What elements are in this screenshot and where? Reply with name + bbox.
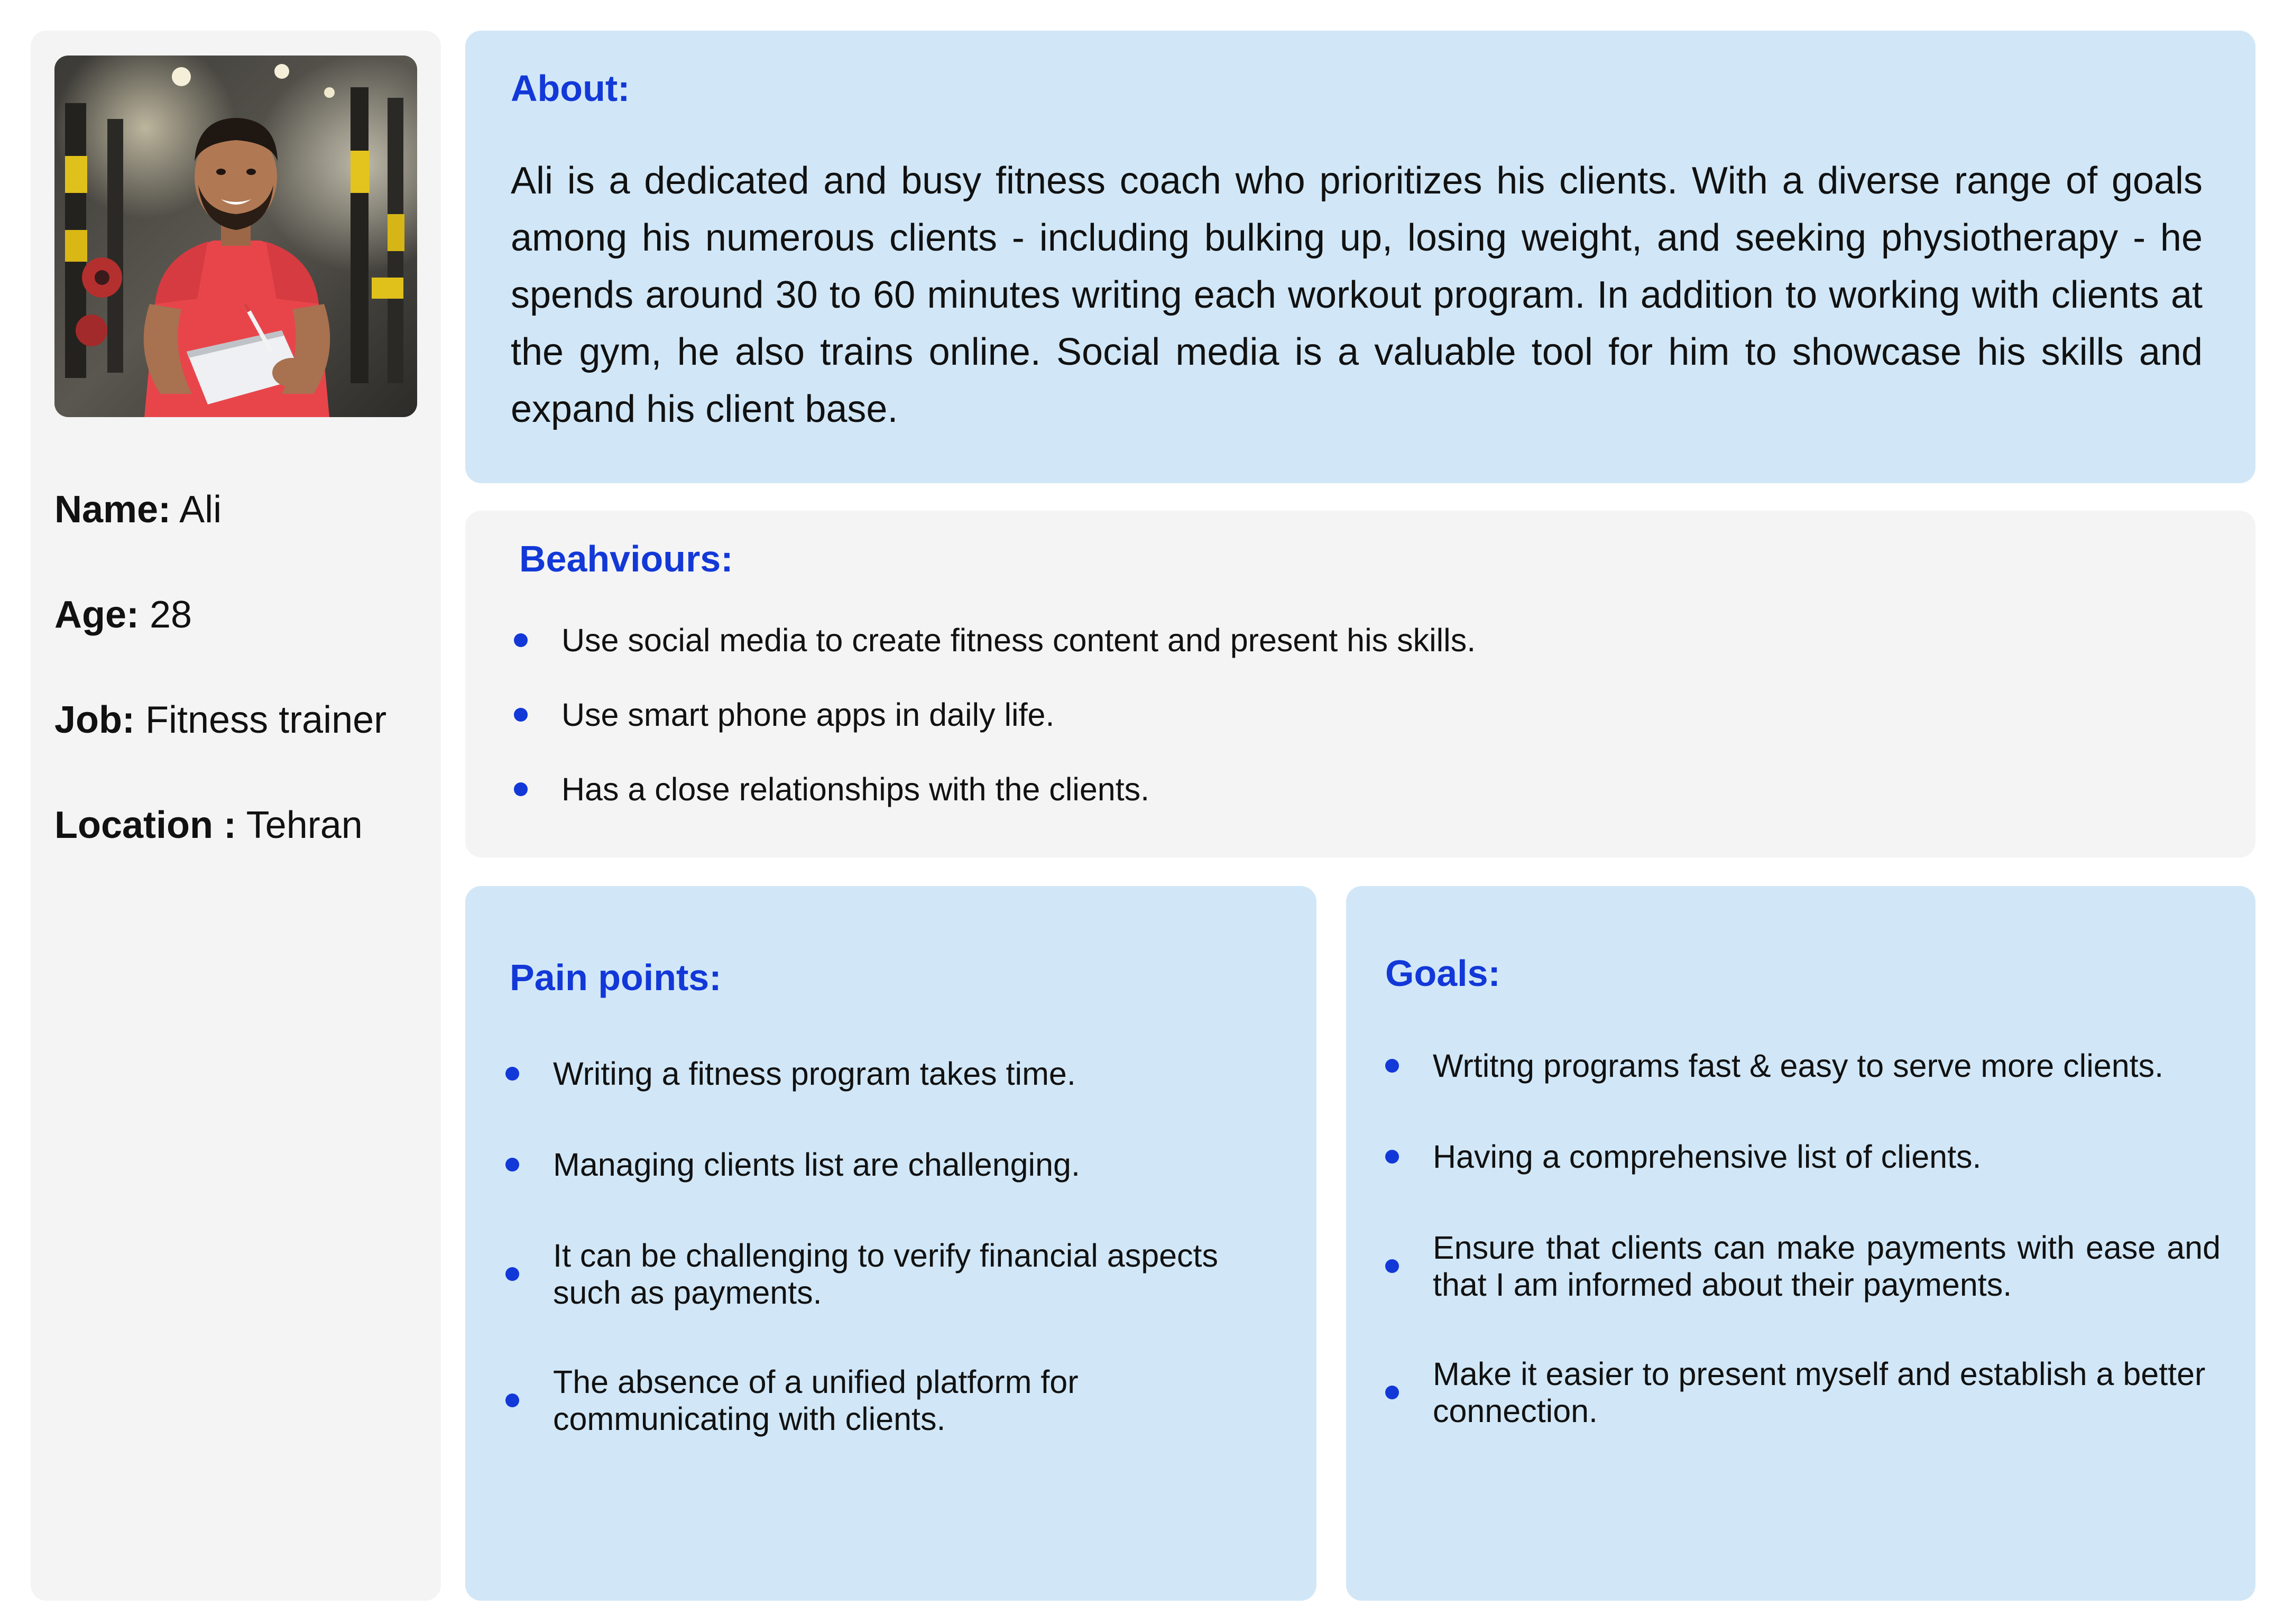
bullet-icon [505, 1158, 519, 1171]
bullet-icon [1385, 1259, 1399, 1273]
job-field [54, 701, 386, 739]
about-title: About: [511, 68, 630, 109]
pain-points-card [465, 886, 1316, 1601]
goals-title: Goals: [1385, 953, 1500, 994]
name-value: Ali [179, 488, 222, 531]
age-field [54, 596, 192, 634]
behaviour-item [514, 696, 1054, 733]
goal-text: Wrtitng programs fast & easy to serve more clients. [1433, 1048, 2164, 1084]
behaviour-text: Use smart phone apps in daily life. [561, 697, 1055, 733]
pain-point-item [505, 1237, 1272, 1311]
goal-text: Having a comprehensive list of clients. [1433, 1139, 1982, 1175]
goal-item [1385, 1355, 2221, 1429]
goal-item [1385, 1047, 2221, 1084]
trainer-photo-image [54, 56, 417, 417]
age-label: Age: [54, 594, 139, 636]
behaviours-title: Beahviours: [519, 538, 733, 579]
bullet-icon [1385, 1150, 1399, 1164]
behaviour-text: Has a close relationships with the clients. [561, 771, 1150, 807]
location-field [54, 806, 363, 844]
goal-item [1385, 1138, 2221, 1175]
bullet-icon [514, 708, 528, 722]
location-label: Location : [54, 804, 236, 846]
bullet-icon [514, 633, 528, 647]
pain-point-text: Writing a fitness program takes time. [553, 1056, 1076, 1092]
pain-point-text: Managing clients list are challenging. [553, 1147, 1080, 1183]
bullet-icon [514, 782, 528, 796]
about-text: Ali is a dedicated and busy fitness coach who prioritizes his clients. With a diverse range of goals among his numerous clients - including bulking up, losing weight, and seeking physiotherapy - he spends around 30 to 60 minutes writing each workout program. In addition to working with clients at the gym, he also trains online. Social media is a valuable tool for him to showcase his skills and expand his client base. [511, 160, 2203, 430]
pain-point-item [505, 1363, 1272, 1437]
behaviour-text: Use social media to create fitness content and present his skills. [561, 622, 1476, 658]
job-label: Job: [54, 699, 135, 741]
goal-text: Make it easier to present myself and establish a better connection. [1433, 1356, 2206, 1429]
bullet-icon [505, 1067, 519, 1081]
about-card [465, 31, 2255, 483]
behaviours-card [465, 511, 2255, 857]
goal-text: Ensure that clients can make payments with ease and that I am informed about their payments. [1433, 1230, 2221, 1303]
name-field [54, 488, 222, 531]
bullet-icon [505, 1394, 519, 1407]
behaviour-item [514, 771, 1149, 808]
profile-photo [54, 56, 417, 417]
bullet-icon [505, 1267, 519, 1281]
job-value: Fitness trainer [145, 699, 387, 741]
goal-item [1385, 1229, 2221, 1303]
goals-card [1346, 886, 2255, 1601]
location-value: Tehran [246, 804, 363, 846]
bullet-icon [1385, 1059, 1399, 1073]
pain-points-title: Pain points: [510, 957, 722, 998]
bullet-icon [1385, 1386, 1399, 1399]
pain-point-text: The absence of a unified platform for communicating with clients. [553, 1364, 1079, 1437]
name-label: Name: [54, 488, 171, 531]
pain-point-item [505, 1055, 1272, 1092]
age-value: 28 [150, 594, 192, 636]
pain-point-item [505, 1146, 1272, 1183]
profile-card [31, 31, 441, 1601]
behaviour-item [514, 622, 1476, 659]
pain-point-text: It can be challenging to verify financial aspects such as payments. [553, 1238, 1219, 1311]
